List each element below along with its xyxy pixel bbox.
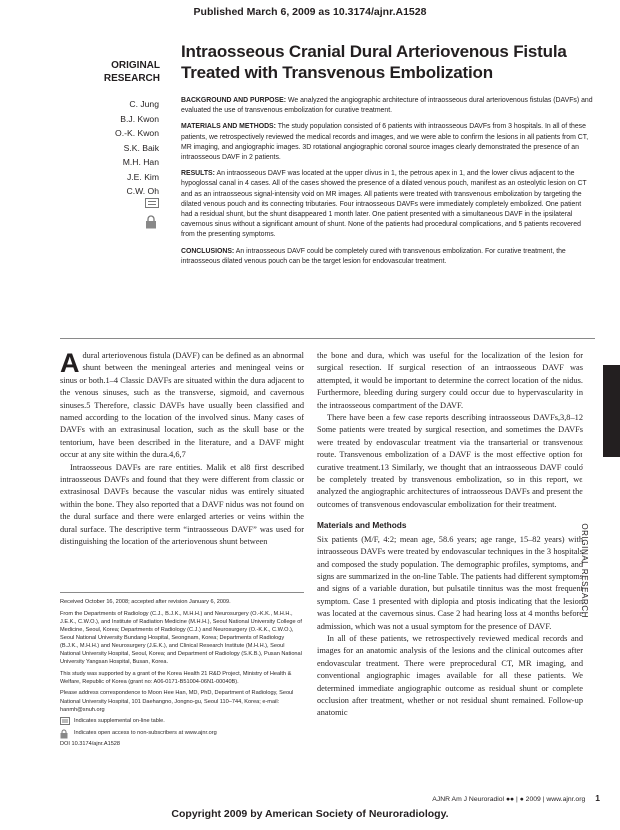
side-tab-secondary: ORIGINAL RESEARCH <box>580 523 589 619</box>
supplemental-table-icon <box>60 717 70 728</box>
footnotes <box>60 598 304 752</box>
footnote-supplemental: Indicates supplemental on-line table. <box>60 717 304 725</box>
footnote-correspondence: Please address correspondence to Moon Hee Han, MD, PhD, Department of Radiology, Seoul National University Hospital, 101 Daehangno, Jongno-gu, Seoul 110–744, Korea; e-mail: hanmh@snuh.org <box>60 690 294 713</box>
open-access-lock-icon[interactable] <box>145 215 157 229</box>
abstract-methods: MATERIALS AND METHODS: The study population consisted of 6 patients with intraosseous DAVFs from 3 hospitals. In all of these patients, we retrospectively reviewed the medical records and images, and we were able to confirm the lesions in all patients from CT, MR imaging, and angiographic images. 3D rotational angiographic coronal source images clearly demonstrated the presence of an intraosseous DAVF in 2 patients. <box>181 123 589 162</box>
section-side-tab <box>603 365 620 457</box>
footnote-received: Received October 16, 2008; accepted after revision January 6, 2009. <box>60 599 231 605</box>
author: B.J. Kwon <box>120 113 159 124</box>
lock-icon <box>60 729 68 742</box>
running-footer <box>317 793 600 803</box>
side-tab-label <box>577 436 589 619</box>
author: O.-K. Kwon <box>115 128 159 138</box>
page-number: 1 <box>595 793 600 803</box>
methods-paragraph-2: In all of these patients, we retrospectively reviewed medical records and images for an anatomic analysis of the lesions and the clinical outcomes after endovascular treatment. There were preprocedural CT, MR imaging, and conventional angiographic images available for all these patients. We determined immediate angiographic outcome as residual shunt or complete occlusion after treatment, whether or not residual shunt remained. Follow-up anatomic <box>317 633 583 718</box>
author: C.W. Oh <box>126 186 159 196</box>
section-label-line-1: ORIGINAL <box>111 60 160 71</box>
intro-paragraph-1: Adural arteriovenous fistula (DAVF) can be defined as an abnormal shunt between the meningeal arteries and meningeal veins or sinus or both.1–4 Classic DAVFs are situated within the dura adjacent to the venous sinuses, such as the transverse, sigmoid, and cavernous sinuses.5 Therefore, classic DAVFs have usually been classified and named according to the location of the involved sinus. Many cases of DAVFs with an extrasinusal location, such as the skull base or the tentorium, have been described in the literature, and a DAVF might occur at any site within the dura.4,6,7 <box>60 348 304 460</box>
abstract <box>181 96 593 273</box>
supplemental-table-icon[interactable] <box>145 198 159 208</box>
section-label-line-2: RESEARCH <box>103 73 160 84</box>
abstract-background: BACKGROUND AND PURPOSE: We analyzed the angiographic architecture of intraosseous dural arteriovenous fistulas (DAVFs) and evaluated the use of transvenous embolization for curative treatment. <box>181 97 593 115</box>
drop-cap: A <box>60 348 80 378</box>
author: J.E. Kim <box>127 171 159 182</box>
abstract-conclusions: CONCLUSIONS: An intraosseous DAVF could be completely cured with transvenous embolization. For curative treatment, the intraosseous dilated venous pouch can be the target lesion for endovascular treatment. <box>181 247 566 265</box>
footnote-affiliations: From the Departments of Radiology (C.J., B.J.K., M.H.H.) and Neurosurgery (O.-K.K., M.H.H., J.E.K., C.W.O.), and Institute of Radiation Medicine (M.H.H.), Seoul National University College of Medicine, Seoul, Korea; Departments of Radiology (C.J.) and Neurosurgery (O.-K.K., C.W.O.), Seoul National University Bundang Hospital, Seongnam, Korea; Departments of Radiology (B.J.K., M.H.H.) and Neurosurgery (J.E.K.), and Clinical Research Institute (M.H.H.), Seoul National University Hospital, Seoul, Korea; and Department of Radiology (S.K.B.), Pusan National University Yangsan Hospital, Busan, Korea. <box>60 610 302 666</box>
footnote-doi: DOI 10.3174/ajnr.A1528 <box>60 741 121 748</box>
body-column-left <box>60 350 304 549</box>
intro-paragraph-2: Intraosseous DAVFs are rare entities. Malik et al8 first described intraosseous DAVFs and found that they were different from classic or extrasinosal DAVFs because the vascular nidus was entirely situated within the bone. They also reported that a DAVF nidus was not found on the dural surface and there were enlarged arteries or veins within the dural surface. The descriptive term “intraosseous DAVF” was used for distinguishing the location of the arteriovenous shunt between <box>60 462 304 547</box>
footnote-open-access: Indicates open access to non-subscribers at www.ajnr.org <box>60 729 304 737</box>
side-tab-primary: INTERVENTIONAL <box>580 436 589 515</box>
author: C. Jung <box>129 99 159 109</box>
copyright-banner: Copyright 2009 by American Society of Neuroradiology. <box>171 808 449 820</box>
author: M.H. Han <box>122 157 159 167</box>
author: S.K. Baik <box>123 142 159 153</box>
section-label <box>60 59 160 85</box>
author-list <box>60 97 159 199</box>
abstract-divider <box>60 338 595 339</box>
intro-paragraph-3: the bone and dura, which was useful for the localization of the lesion for surgical resection. If surgical resection of an intraosseous DAVF was attempted, it would be important to determine the correct location of the nidus. Furthermore, bleeding during surgery could occur due to hypervascularity in the intraosseous compartment of the DAVF. <box>317 351 583 410</box>
methods-paragraph-1: Six patients (M/F, 4:2; mean age, 58.6 years; age range, 15–82 years) with intraosseous DAVFs were treated by endovascular techniques in the 3 hospitals and composed the study population. The demographic profiles, symptoms, and signs are summarized in the on-line Table. The patients had different symptoms and signs of a variable duration, but pulsatile tinnitus was the most frequent symptom. Case 1 presented with diplopia and ptosis indicating that the lesion was located at the cavernous sinus. Case 2 had hearing loss at 4 months before admission, which was not a usual symptom for the presence of DAVF. <box>317 534 583 631</box>
journal-citation: AJNR Am J Neuroradiol ●● | ● 2009 | www.ajnr.org <box>432 796 586 803</box>
intro-paragraph-4: There have been a few case reports describing intraosseous DAVFs,3,8–12 Some patients were treated by surgical resection, and sometimes the DAVFs were treated by endovascular treatment via the transarterial or transvenous route. Transvenous embolization of a DAVF is the most effective option for curative treatment.13 Similarly, we thought that an intraosseous DAVF could be completely treated by transvenous embolization, so in this report, we analyzed the angiographic architectures of intraosseous DAVFs and present the outcomes of transvenous endovascular embolization for their treatment. <box>317 413 583 509</box>
abstract-results: RESULTS: An intraosseous DAVF was located at the upper clivus in 1, the petrous apex in 1, and the lower clivus adjacent to the hypoglossal canal in 4 cases. All of the cases showed the presence of a dilated venous pouch, manifest as an osteolytic lesion on CT and as an intraosseous signal-intensity void on MR images. All patients were treated with transvenous embolization by targeting the dilated venous pouch and its connecting tributaries. Four intraosseous DAVFs were immediately completely embolized. One patient had a residual shunt, but the shunt disappeared 1 month later. One patient presented with a simultaneous DAVF in the ipsilateral cavernous sinus without a significant amount of shunt. None of the patients had procedural complications, and 5 patients recovered from the presenting symptoms. <box>181 170 587 239</box>
footnote-grant: This study was supported by a grant of the Korea Health 21 R&D Project, Ministry of Health & Welfare, Republic of Korea (grant no: A06-0171-B51004-06N1-00040B). <box>60 670 292 685</box>
footnote-rule <box>60 592 304 593</box>
published-banner: Published March 6, 2009 as 10.3174/ajnr.A1528 <box>193 6 427 18</box>
methods-heading: Materials and Methods <box>317 520 407 531</box>
article-title: Intraosseous Cranial Dural Arteriovenous Fistula Treated with Transvenous Embolization <box>181 42 567 82</box>
body-column-right <box>317 350 583 720</box>
